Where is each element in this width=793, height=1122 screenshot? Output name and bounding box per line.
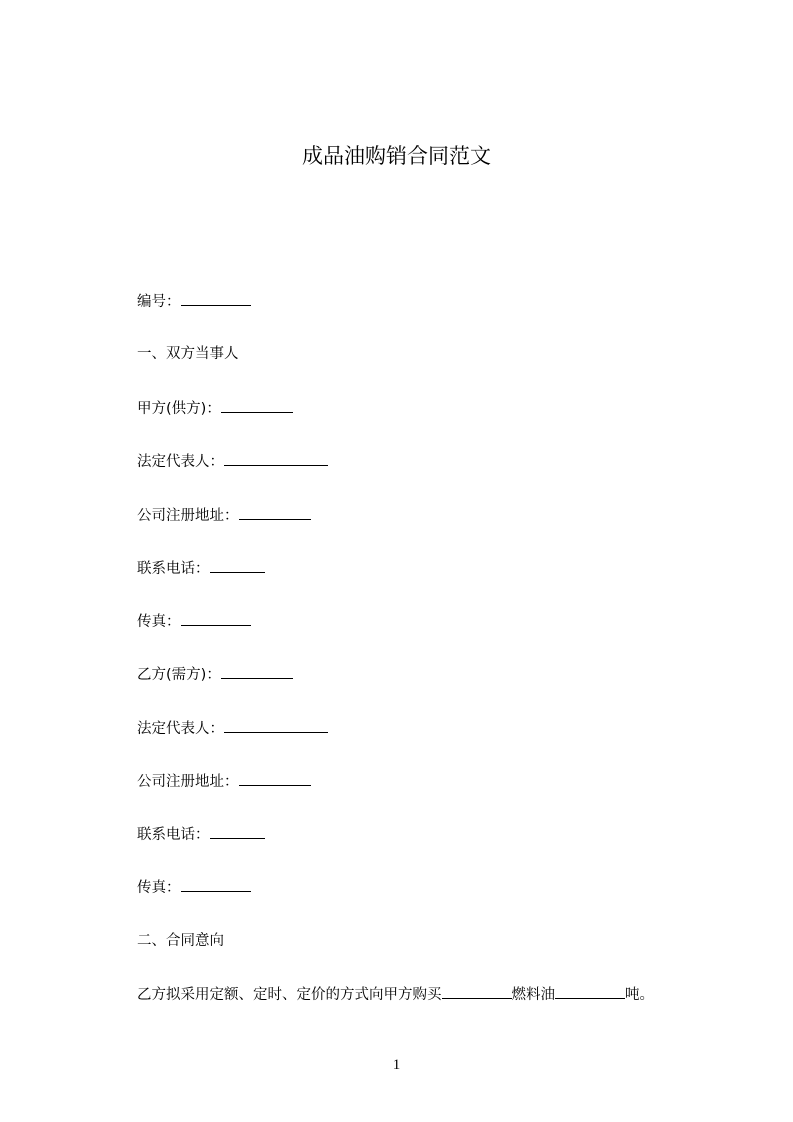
party-b-blank[interactable]	[221, 664, 293, 679]
party-b-fax-blank[interactable]	[181, 877, 251, 892]
party-a-phone-blank[interactable]	[210, 558, 265, 573]
party-a-blank[interactable]	[221, 398, 293, 413]
contract-number-blank[interactable]	[181, 291, 251, 306]
party-b-fax-line	[137, 877, 251, 898]
intent-tonnage-blank[interactable]	[555, 984, 625, 999]
party-a-phone-line	[137, 558, 265, 579]
intent-text-part3: 吨。	[625, 987, 654, 1003]
contract-number-line	[137, 291, 251, 312]
document-title: 成品油购销合同范文	[302, 144, 491, 168]
party-a-address-blank[interactable]	[239, 505, 311, 520]
section-heading-intent: 二、合同意向	[137, 933, 224, 949]
party-a-fax-line	[137, 611, 251, 632]
party-b-legal-rep-blank[interactable]	[224, 718, 328, 733]
intent-quantity-blank[interactable]	[442, 984, 512, 999]
section-heading-parties: 一、双方当事人	[137, 346, 239, 362]
party-a-line	[137, 398, 293, 419]
party-a-address-label: 公司注册地址：	[137, 508, 239, 524]
party-a-legal-rep-blank[interactable]	[224, 451, 328, 466]
party-b-address-blank[interactable]	[239, 771, 311, 786]
party-b-legal-rep-line	[137, 718, 328, 739]
contract-number-label: 编号：	[137, 294, 181, 310]
party-b-phone-blank[interactable]	[210, 824, 265, 839]
party-a-label: 甲方(供方)：	[137, 401, 221, 417]
party-a-fax-blank[interactable]	[181, 611, 251, 626]
party-b-line	[137, 664, 293, 685]
party-b-legal-rep-label: 法定代表人：	[137, 721, 224, 737]
party-b-phone-line	[137, 824, 265, 845]
party-b-address-label: 公司注册地址：	[137, 774, 239, 790]
party-b-phone-label: 联系电话：	[137, 827, 210, 843]
party-a-legal-rep-label: 法定代表人：	[137, 454, 224, 470]
intent-line	[137, 984, 654, 1005]
intent-text-part2: 燃料油	[511, 987, 555, 1003]
party-a-legal-rep-line	[137, 451, 328, 472]
party-a-fax-label: 传真：	[137, 614, 181, 630]
party-a-phone-label: 联系电话：	[137, 561, 210, 577]
party-b-address-line	[137, 771, 311, 792]
party-a-address-line	[137, 505, 311, 526]
intent-text-part1: 乙方拟采用定额、定时、定价的方式向甲方购买	[137, 987, 442, 1003]
party-b-fax-label: 传真：	[137, 880, 181, 896]
page-number: 1	[392, 1057, 401, 1073]
party-b-label: 乙方(需方)：	[137, 667, 221, 683]
